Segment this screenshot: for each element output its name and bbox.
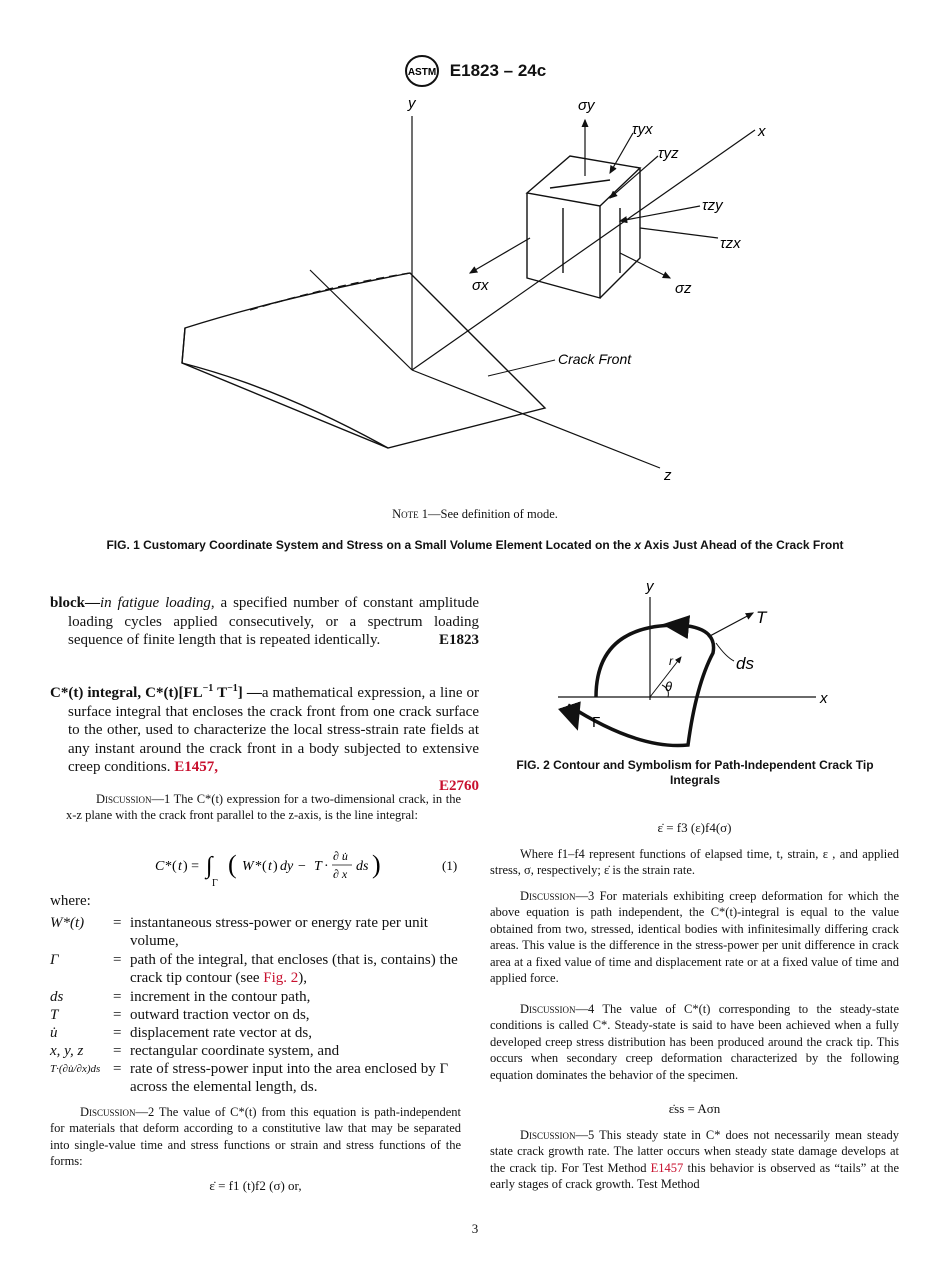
page-header — [0, 54, 950, 88]
svg-text:Γ: Γ — [212, 878, 218, 888]
ref-e1457-link[interactable]: E1457 — [650, 1160, 684, 1175]
svg-text:·: · — [324, 859, 329, 874]
crack-front-label: Crack Front — [558, 351, 632, 367]
y-axis-label: y — [408, 95, 416, 112]
page-number: 3 — [471, 1221, 479, 1236]
discussion-3: Discussion—3 For materials exhibiting creep deformation for which the above equation is path independent, the C*(t)-integral is equal to the value obtained from two, stressed, identical bodies with infinitesimally differing crack areas. This value is the difference in the stress-power per unit difference in crack area at a fixed value of time and displacement rate or at a fixed value of time and applied force. — [490, 889, 899, 986]
svg-text:W: W — [242, 859, 254, 874]
definition-block: block—in fatigue loading, a specified number of constant amplitude loading cycles applied consecutively, or a spectrum loading sequence of finite length that is repeated identically. E1823 — [50, 595, 479, 649]
svg-text:C: C — [155, 859, 165, 874]
figure-2-diagram — [548, 575, 848, 755]
definition-cstar: C*(t) integral, $C*(t)[FL^{-1}$ $T^{-1}$] —a mathematical expression, a line or surface integral that encloses the crack front from one crack surface to the other, used to characterize the local stress-strain rate fields at any instant around the crack front in a body subjected to extensive creep conditions. E1457, E2760 — [50, 683, 480, 794]
svg-text:∂ x: ∂ x — [333, 867, 348, 881]
ref-e1457[interactable]: E1457, — [174, 759, 218, 776]
svg-text:): ) — [372, 850, 381, 879]
astm-logo-icon — [404, 54, 440, 88]
fig2-t-label: T — [756, 608, 767, 627]
svg-text:t: t — [268, 859, 272, 874]
z-axis — [412, 370, 660, 468]
svg-text:ASTM: ASTM — [407, 67, 436, 78]
tau-yz-label: τyz — [658, 145, 679, 162]
discussion-4: Discussion—4 The value of C*(t) corresponding to the steady-state conditions is called C*. Steady-state is said to have been achieved when a fully developed creep stress distribution has been produced around the crack tip. This occurs when secondary creep deformation characterized by the following equation dominates the behavior of the specimen. — [490, 1002, 899, 1082]
designation: E1823 – 24c — [449, 61, 547, 80]
discussion-5: Discussion—5 This steady state in C* does not necessarily mean steady state crack growth rate. The latter occurs when steady state damage develops at the crack tip. For Test Method E1457 this behavior is observed as “tails” at the early stages of crack growth. Test Method — [490, 1128, 899, 1192]
equation-number: (1) — [442, 858, 458, 873]
equation-1 — [150, 840, 470, 888]
svg-text:) =: ) = — [183, 859, 200, 874]
svg-text:t: t — [178, 859, 182, 874]
figure-1-diagram — [170, 88, 780, 498]
sigma-z-label: σz — [675, 280, 692, 297]
svg-text:∂ u̇: ∂ u̇ — [333, 849, 348, 863]
ref-e2760[interactable]: E2760 — [438, 777, 479, 794]
sigma-x-label: σx — [472, 277, 489, 294]
tau-zy-label: τzy — [702, 197, 723, 214]
sigma-y-label: σy — [578, 97, 595, 114]
where-label: where: — [50, 893, 91, 909]
fig2-r-label: r — [669, 654, 673, 668]
discussion-2: Discussion—2 The value of C*(t) from this equation is path-independent for materials that deform according to a constitutive law that may be separated into single-value time and stress functions or strain and stress functions of the forms: — [50, 1105, 461, 1169]
fig-2-link[interactable]: Fig. 2 — [263, 970, 299, 987]
discussion-1: Discussion—1 The C*(t) expression for a two-dimensional crack, in the x-z plane with the crack front parallel to the z-axis, is the line integral: — [66, 792, 461, 823]
gamma-contour — [568, 625, 714, 746]
svg-text:dy: dy — [280, 859, 294, 874]
figure-1-caption: FIG. 1 Customary Coordinate System and Stress on a Small Volume Element Located on the x Axis Just Ahead of the Crack Front — [106, 538, 844, 552]
figure-2-caption: FIG. 2 Contour and Symbolism for Path-Independent Crack Tip Integrals — [516, 758, 874, 787]
svg-text:(: ( — [228, 850, 237, 879]
svg-text:−: − — [298, 859, 306, 874]
crack-dashed-edge — [250, 273, 410, 310]
svg-text:*(: *( — [165, 859, 177, 874]
x-axis-label: x — [758, 123, 766, 140]
tau-zx-label: τzx — [720, 235, 741, 252]
tau-yx-label: τyx — [632, 121, 653, 138]
stress-cube — [527, 156, 640, 298]
fig2-x-label: x — [820, 690, 828, 707]
where-paragraph: Where f1–f4 represent functions of elapsed time, t, strain, ε , and applied stress, σ, respectively; ε̇ is the strain rate. — [490, 847, 899, 878]
fig2-y-label: y — [646, 578, 654, 595]
z-axis-label: z — [664, 467, 672, 484]
x-axis — [412, 130, 755, 370]
equation-4: ε̇ss = Aσn — [668, 1101, 721, 1116]
crack-upper-surface — [182, 273, 545, 448]
svg-text:T: T — [314, 859, 322, 874]
figure-1-note: Note 1—See definition of mode. — [392, 507, 558, 521]
svg-text:): ) — [273, 859, 278, 874]
fig2-ds-label: ds — [736, 654, 754, 673]
fig2-theta-label: θ — [665, 679, 673, 694]
svg-text:ds: ds — [356, 859, 369, 874]
equation-2: ε̇ = f1 (t)f2 (σ) or, — [209, 1178, 302, 1193]
svg-text:∫: ∫ — [206, 853, 213, 879]
svg-text:*(: *( — [255, 859, 267, 874]
equation-3: ε̇ = f3 (ε)f4(σ) — [657, 820, 732, 835]
fig2-gamma-label: Γ — [592, 714, 601, 731]
ref-e1823[interactable]: E1823 — [438, 632, 479, 649]
